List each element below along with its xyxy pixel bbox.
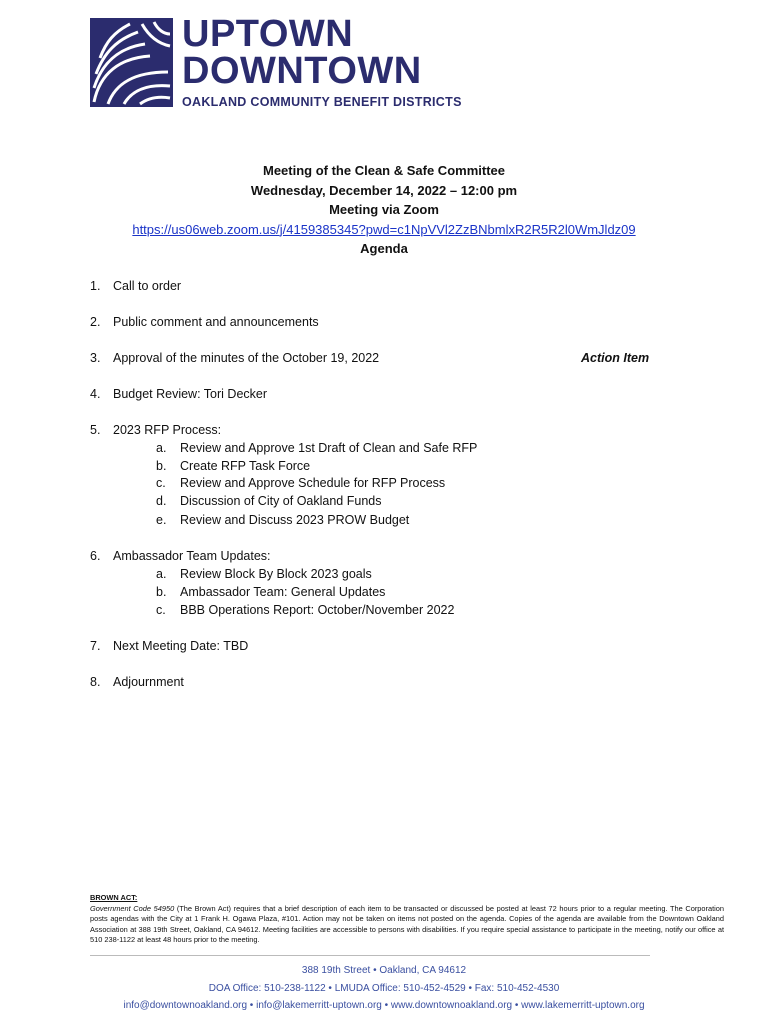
agenda-subitem	[156, 459, 310, 473]
subitem-text: Review and Approve Schedule for RFP Process	[180, 476, 446, 490]
agenda-item-text: Next Meeting Date: TBD	[113, 639, 249, 653]
agenda-subitem	[156, 603, 454, 617]
agenda-subitem	[156, 513, 409, 527]
agenda-item-text: Call to order	[113, 279, 182, 293]
footer-divider	[90, 955, 650, 956]
agenda-subitem	[156, 567, 372, 581]
agenda-item-number: 1.	[90, 279, 101, 293]
zoom-link[interactable]: https://us06web.zoom.us/j/4159385345?pwd=c1NpVVl2ZzBNbmlxR2R5R2l0WmJldz09	[132, 221, 636, 237]
subitem-letter: b.	[156, 585, 167, 599]
logo-line-downtown: DOWNTOWN	[182, 50, 422, 92]
agenda-item-number: 5.	[90, 423, 101, 437]
agenda-subitem	[156, 494, 381, 508]
agenda-label: Agenda	[360, 241, 408, 256]
agenda-item-number: 4.	[90, 387, 101, 401]
subitem-letter: c.	[156, 476, 166, 490]
subitem-text: Review and Approve 1st Draft of Clean and Safe RFP	[180, 441, 478, 455]
subitem-letter: a.	[156, 567, 167, 581]
agenda-item-text: Public comment and announcements	[113, 315, 319, 329]
footer-address: 388 19th Street • Oakland, CA 94612	[301, 965, 467, 976]
action-item-label: Action Item	[581, 351, 650, 365]
subitem-letter: e.	[156, 513, 167, 527]
agenda-item-number: 6.	[90, 549, 101, 563]
agenda-item-text: Ambassador Team Updates:	[113, 549, 271, 563]
brown-act-code: Government Code 54950	[90, 903, 175, 913]
agenda-item-text: Budget Review: Tori Decker	[113, 387, 268, 401]
subitem-text: Ambassador Team: General Updates	[180, 585, 386, 599]
subitem-text: BBB Operations Report: October/November 2022	[180, 603, 455, 617]
brown-act-body	[90, 904, 724, 946]
subitem-text: Create RFP Task Force	[180, 459, 311, 473]
meeting-header	[0, 161, 768, 259]
subitem-letter: c.	[156, 603, 166, 617]
subitem-text: Review Block By Block 2023 goals	[180, 567, 372, 581]
agenda-item-number: 8.	[90, 675, 101, 689]
agenda-item-number: 3.	[90, 351, 101, 365]
subitem-letter: b.	[156, 459, 167, 473]
meeting-title: Meeting of the Clean & Safe Committee	[263, 163, 505, 178]
footer-contacts: info@downtownoakland.org • info@lakemerritt-uptown.org • www.downtownoakland.org • www.lakemerritt-uptown.org	[123, 1000, 645, 1011]
subitem-letter: a.	[156, 441, 167, 455]
brown-act-notice	[90, 893, 724, 946]
agenda-item-text: Adjournment	[113, 675, 184, 689]
footer-phones: DOA Office: 510-238-1122 • LMUDA Office: 510-452-4529 • Fax: 510-452-4530	[208, 982, 560, 994]
subitem-text: Discussion of City of Oakland Funds	[180, 494, 382, 508]
agenda-item-number: 7.	[90, 639, 101, 653]
brown-act-text: (The Brown Act) requires that a brief description of each item to be transacted or discussed be posted at least 72 hours prior to a regular meeting. The Corporation posts agendas with the City at 1 Frank H. Ogawa Plaza, #101. Action may not be taken on items not posted on the agenda. Copies of the agenda are available from the Downtown Oakland Association at 388 19th Street, Oakland, CA 94612. Meeting facilities are accessible to persons with disabilities. If you require special assistance to participate in the meeting, notify our office at 510 238-1122 at least 48 hours prior to the meeting.	[90, 903, 725, 945]
agenda-item-number: 2.	[90, 315, 101, 329]
meeting-via: Meeting via Zoom	[329, 202, 439, 217]
page-footer	[0, 962, 768, 1015]
logo-subtitle: OAKLAND COMMUNITY BENEFIT DISTRICTS	[182, 95, 462, 109]
subitem-letter: d.	[156, 494, 167, 508]
logo-line-uptown: UPTOWN	[182, 13, 354, 55]
agenda-subitem	[156, 585, 385, 599]
subitem-text: Review and Discuss 2023 PROW Budget	[180, 513, 410, 527]
logo-mark-icon	[90, 18, 173, 107]
agenda-item-text: 2023 RFP Process:	[113, 423, 222, 437]
meeting-date: Wednesday, December 14, 2022 – 12:00 pm	[250, 182, 518, 198]
organization-logo	[90, 13, 470, 110]
brown-act-title: BROWN ACT:	[90, 893, 138, 902]
agenda-item-text: Approval of the minutes of the October 19, 2022	[113, 351, 380, 365]
agenda-subitem	[156, 476, 445, 490]
agenda-subitem	[156, 441, 477, 455]
logo-text	[182, 13, 462, 110]
